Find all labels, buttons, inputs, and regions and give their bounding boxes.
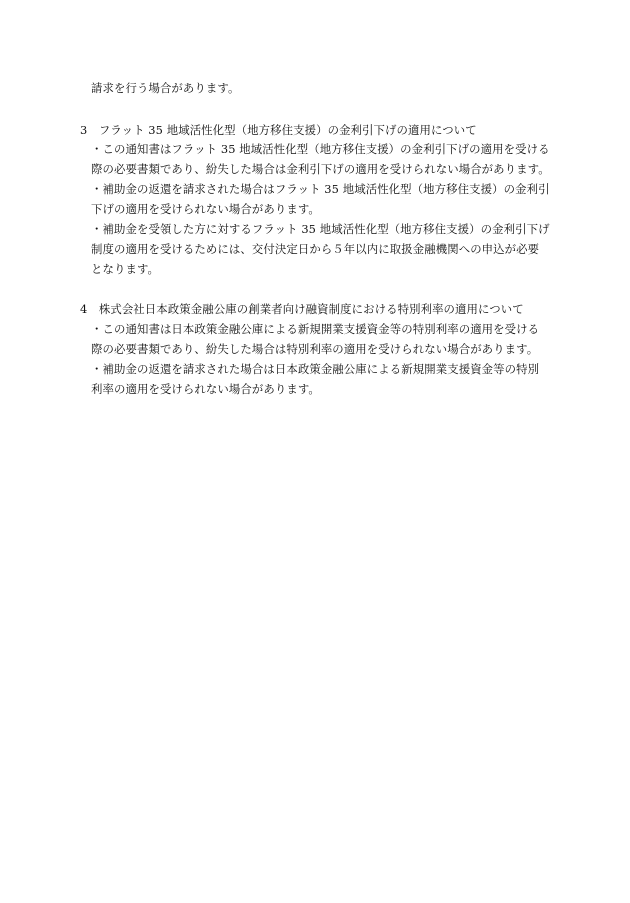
- section-3-bullet-3-line-3: となります。: [91, 262, 160, 276]
- section-3-bullet-2-line-1: ・補助金の返還を請求された場合はフラット 35 地域活性化型（地方移住支援）の金利引: [91, 182, 550, 196]
- section-4-bullet-2-line-1: ・補助金の返還を請求された場合は日本政策金融公庫による新規開業支援資金等の特別: [91, 362, 540, 376]
- section-3-bullet-3-line-2: 制度の適用を受けるためには、交付決定日から５年以内に取扱金融機関への申込が必要: [91, 242, 540, 256]
- section-4-bullet-2-line-2: 利率の適用を受けられない場合があります。: [91, 382, 320, 396]
- section-3-bullet-3-line-1: ・補助金を受領した方に対するフラット 35 地域活性化型（地方移住支援）の金利引下げ: [91, 222, 550, 236]
- section-3-bullet-1-line-2: 際の必要書類であり、紛失した場合は金利引下げの適用を受けられない場合があります。: [91, 162, 550, 176]
- section-3-bullet-1-line-1: ・この通知書はフラット 35 地域活性化型（地方移住支援）の金利引下げの適用を受ける: [91, 142, 550, 156]
- section-4-bullet-1-line-2: 際の必要書類であり、紛失した場合は特別利率の適用を受けられない場合があります。: [91, 342, 539, 356]
- intro-text-line: 請求を行う場合があります。: [91, 81, 240, 95]
- section-3-heading: 3 フラット 35 地域活性化型（地方移住支援）の金利引下げの適用について: [80, 123, 477, 137]
- section-4-heading: 4 株式会社日本政策金融公庫の創業者向け融資制度における特別利率の適用について: [80, 302, 524, 316]
- section-3-bullet-2-line-2: 下げの適用を受けられない場合があります。: [91, 202, 320, 216]
- section-4-bullet-1-line-1: ・この通知書は日本政策金融公庫による新規開業支援資金等の特別利率の適用を受ける: [91, 322, 540, 336]
